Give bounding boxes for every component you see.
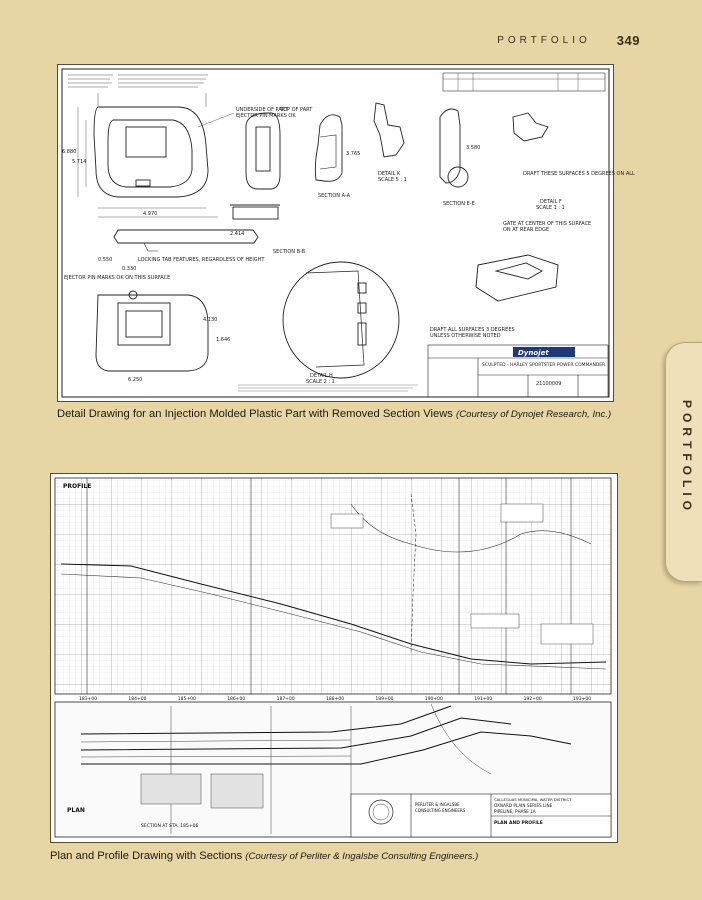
section-note: SECTION AT STA. 185+06: [141, 824, 199, 829]
station-label: 187+00: [276, 697, 295, 702]
plan-profile-figure: [50, 473, 618, 843]
pipeline-name: OXNARD PLAIN SERIES LINE: [494, 803, 553, 808]
profile-label: PROFILE: [63, 483, 92, 490]
dim-label: 0.330: [122, 266, 137, 272]
detail-h-label: DETAIL H: [310, 373, 333, 379]
dim-label: 6.250: [128, 377, 143, 383]
station-label: 189+00: [375, 697, 394, 702]
section-bb-label: SECTION B-B: [273, 249, 306, 255]
sheet-title: PLAN AND PROFILE: [494, 821, 543, 826]
station-label: 193+00: [573, 697, 592, 702]
dim-label: 5.714: [72, 159, 87, 165]
note-unless: UNLESS OTHERWISE NOTED: [430, 333, 501, 339]
plan-profile-svg: [51, 474, 617, 842]
side-tab-label: PORTFOLIO: [680, 400, 694, 515]
figure1-caption: [57, 408, 611, 420]
detail-f-label: DETAIL F: [540, 199, 562, 205]
station-label: 184+00: [128, 697, 147, 702]
plan-label: PLAN: [67, 807, 85, 814]
running-header: [497, 30, 640, 50]
caption-text: Detail Drawing for an Injection Molded Plastic Part with Removed Section Views: [57, 408, 453, 420]
section-aa-label: SECTION A-A: [318, 193, 351, 199]
detail-k-label: DETAIL K: [378, 171, 401, 177]
caption-credit: (Courtesy of Perliter & Ingalsbe Consulting Engineers.): [245, 851, 479, 862]
station-label: 191+00: [474, 697, 493, 702]
brand-logo-text: Dynojet: [518, 349, 549, 357]
note-top-of-part: TOP OF PART: [280, 107, 313, 113]
note-gate-edge: ON AT REAR EDGE: [503, 227, 550, 233]
note-ejector-left: EJECTOR PIN MARKS OK ON THIS SURFACE: [64, 275, 171, 281]
note-draft-surfaces: DRAFT THESE SURFACES 5 DEGREES ON ALL: [523, 171, 635, 177]
detail-f-scale: SCALE 1 : 1: [536, 205, 565, 211]
detail-drawing-svg: [58, 65, 635, 401]
detail-h-scale: SCALE 2 : 1: [306, 379, 335, 385]
pipeline-phase: PIPELINE, PHASE 1A: [494, 809, 536, 814]
note-gate: GATE AT CENTER OF THIS SURFACE: [503, 221, 592, 227]
dim-label: 1.646: [216, 337, 231, 343]
note-draft-locking: LOCKING TAB FEATURES, REGARDLESS OF HEIGHT: [138, 257, 265, 263]
page-number: 349: [616, 32, 640, 48]
caption-credit: (Courtesy of Dynojet Research, Inc.): [456, 409, 612, 420]
dim-label: 2.414: [230, 231, 245, 237]
note-draft-all: DRAFT ALL SURFACES 3 DEGREES: [430, 327, 515, 333]
figure2-caption: [50, 850, 478, 862]
station-label: 188+00: [326, 697, 345, 702]
dim-label: 6.880: [62, 149, 77, 155]
station-label: 190+00: [424, 697, 443, 702]
section-ee-label: SECTION E-E: [443, 201, 475, 207]
station-label: 183+00: [79, 697, 98, 702]
station-label: 185+00: [177, 697, 196, 702]
detail-k-scale: SCALE 5 : 1: [378, 177, 407, 183]
dim-label: 0.550: [98, 257, 113, 263]
firm-subtitle: CONSULTING ENGINEERS: [415, 808, 466, 813]
firm-name: PERLITER & INGALSBE: [415, 802, 460, 807]
note-ejector: EJECTOR PIN MARKS OK: [236, 113, 296, 119]
title-block-text: SCULPTED - HARLEY SPORTSTER POWER COMMANDER: [482, 363, 606, 368]
dim-label: 3.765: [346, 151, 361, 157]
caption-text: Plan and Profile Drawing with Sections: [50, 850, 243, 862]
dim-label: 4.970: [143, 211, 158, 217]
note-underside: UNDERSIDE OF PART: [236, 107, 288, 113]
detail-drawing-figure: [57, 64, 635, 402]
district-name: CALLEGUAS MUNICIPAL WATER DISTRICT: [494, 797, 572, 802]
station-label: 186+00: [227, 697, 246, 702]
dim-label: 4.130: [203, 317, 218, 323]
station-label: 192+00: [523, 697, 542, 702]
doc-number: 21100009: [536, 381, 562, 387]
section-label: PORTFOLIO: [497, 34, 591, 46]
dim-label: 3.580: [466, 145, 481, 151]
